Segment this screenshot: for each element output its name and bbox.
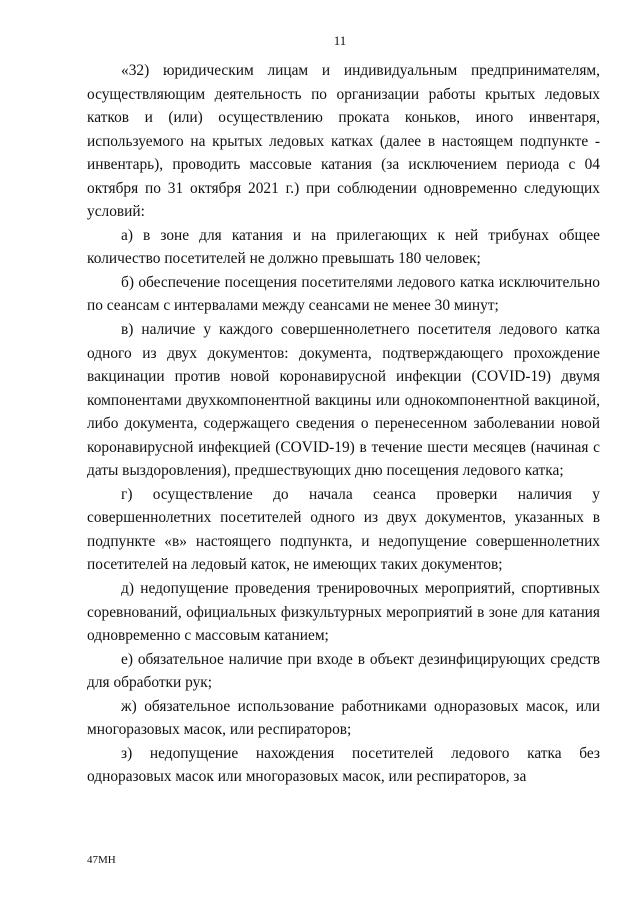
paragraph-item-32: «32) юридическим лицам и индивидуальным предпринимателям, осуществляющим деятельность по организации работы крытых ледовых катков и (или) осуществлению проката коньков, иного инвентаря, используемого на крытых ледовых катках (далее в настоящем подпункте - инвентарь), проводить массовые катания (за исключением периода с 04 октября по 31 октября 2021 г.) при соблюдении одновременно следующих условий: <box>87 62 600 221</box>
paragraph-subitem-zh: ж) обязательное использование работниками одноразовых масок, или многоразовых масок, или респираторов; <box>87 697 600 739</box>
paragraph-subitem-e: е) обязательное наличие при входе в объект дезинфицирующих средств для обработки рук; <box>87 650 600 692</box>
paragraph-subitem-a: а) в зоне для катания и на прилегающих к ней трибунах общее количество посетителей не должно превышать 180 человек; <box>87 226 600 268</box>
paragraph-subitem-v: в) наличие у каждого совершеннолетнего посетителя ледового катка одного из двух документов: документа, подтверждающего прохождение вакцинации против новой коронавирусной инфекции (COVID-19) двумя компонентами двухкомпонентной вакцины или однокомпонентной вакциной, либо документа, содержащего сведения о перенесенном заболевании новой коронавирусной инфекцией (COVID-19) в течение шести месяцев (начиная с даты выздоровления), предшествующих дню посещения ледового катка; <box>87 321 600 480</box>
page-number: 11 <box>333 33 347 48</box>
paragraph-subitem-d: д) недопущение проведения тренировочных мероприятий, спортивных соревнований, официальных физкультурных мероприятий в зоне для катания одновременно с массовым катанием; <box>87 580 600 645</box>
footer-document-code: 47MH <box>87 854 116 866</box>
paragraph-subitem-g: г) осуществление до начала сеанса проверки наличия у совершеннолетних посетителей одного из двух документов, указанных в подпункте «в» настоящего подпункта, и недопущение совершеннолетних посетителей на ледовый каток, не имеющих таких документов; <box>87 485 600 574</box>
paragraph-subitem-b: б) обеспечение посещения посетителями ледового катка исключительно по сеансам с интервалами между сеансами не менее 30 минут; <box>87 273 600 315</box>
paragraph-subitem-z: з) недопущение нахождения посетителей ледового катка без одноразовых масок или многоразовых масок, или респираторов, за <box>87 744 600 786</box>
document-body <box>87 59 600 789</box>
